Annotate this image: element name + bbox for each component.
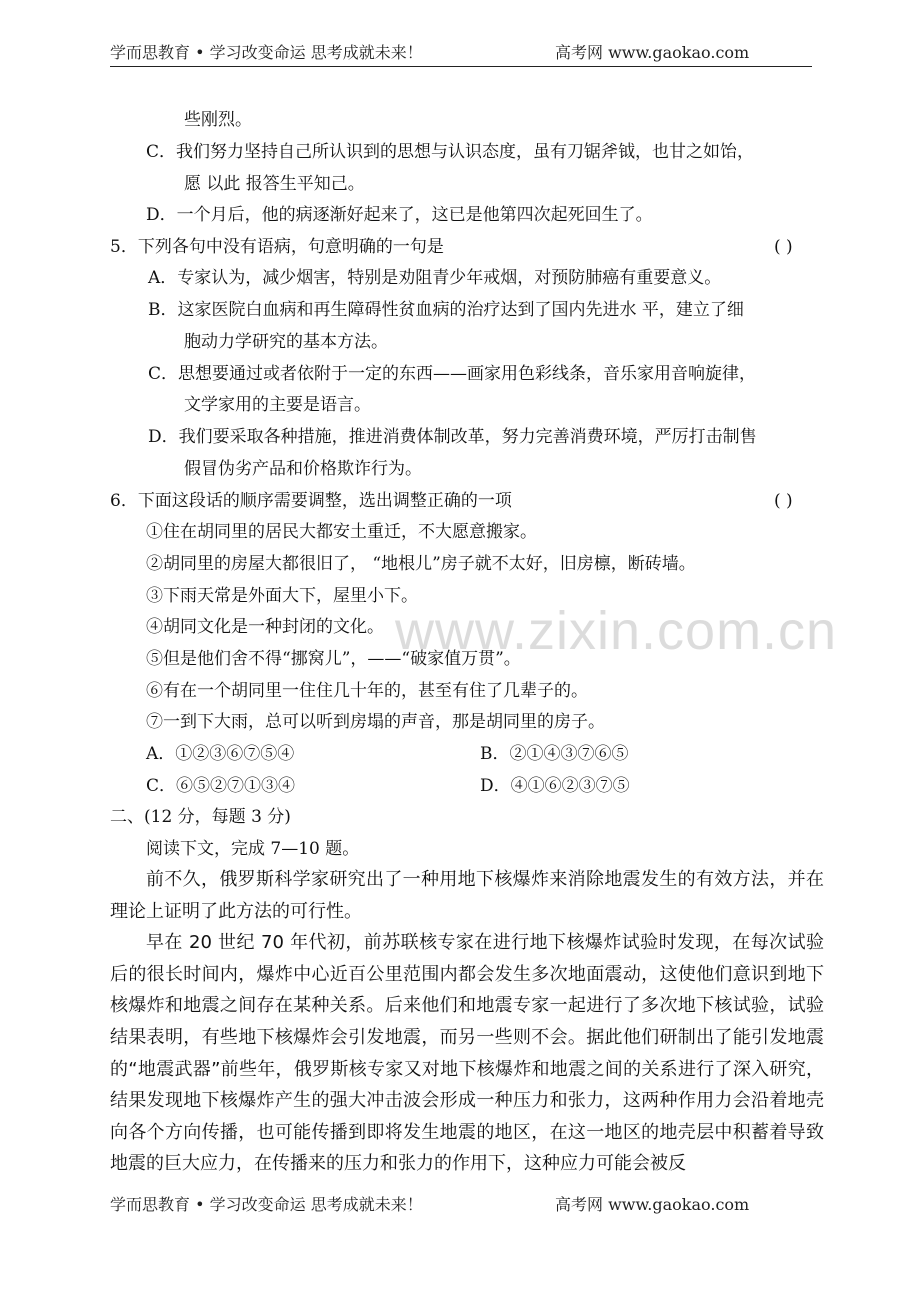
q5-option-b: B．这家医院白血病和再生障碍性贫血病的治疗达到了国内先进水 平，建立了细 bbox=[148, 300, 744, 320]
q5-option-c: C．思想要通过或者依附于一定的东西——画家用色彩线条，音乐家用音响旋律， bbox=[148, 364, 757, 384]
q6-option-c: C．⑥⑤②⑦①③④ bbox=[146, 776, 296, 796]
q6-sentence-7: ⑦一到下大雨，总可以听到房塌的声音，那是胡同里的房子。 bbox=[146, 712, 605, 732]
q6-option-a: A．①②③⑥⑦⑤④ bbox=[146, 744, 295, 764]
q5-option-c-cont: 文学家用的主要是语言。 bbox=[184, 395, 371, 415]
q5-option-b-cont: 胞动力学研究的基本方法。 bbox=[184, 332, 388, 352]
q6-sentence-2: ②胡同里的房屋大都很旧了， “地根儿”房子就不太好，旧房檩，断砖墙。 bbox=[146, 554, 696, 574]
q6-option-b: B．②①④③⑦⑥⑤ bbox=[480, 744, 629, 764]
section-2-instruction: 阅读下文，完成 7—10 题。 bbox=[146, 839, 360, 859]
q6-answer-bracket: ( ) bbox=[774, 491, 793, 511]
q4-option-d: D．一个月后，他的病逐渐好起来了，这已是他第四次起死回生了。 bbox=[146, 205, 653, 225]
header-site: 高考网 www.gaokao.com bbox=[555, 43, 750, 62]
page-header bbox=[110, 40, 812, 67]
footer-site: 高考网 www.gaokao.com bbox=[555, 1195, 750, 1214]
passage-paragraph-1: 前不久，俄罗斯科学家研究出了一种用地下核爆炸来消除地震发生的有效方法，并在理论上证明了此方法的可行性。 bbox=[110, 869, 824, 922]
header-slogan: 学而思教育 • 学习改变命运 思考成就未来！ bbox=[110, 43, 423, 62]
q5-option-a: A．专家认为，减少烟害，特别是劝阻青少年戒烟，对预防肺癌有重要意义。 bbox=[148, 268, 722, 288]
q5-option-d: D．我们要采取各种措施，推进消费体制改革，努力完善消费环境，严厉打击制售 bbox=[148, 427, 757, 447]
q6-stem: 6．下面这段话的顺序需要调整，选出调整正确的一项 bbox=[110, 491, 512, 511]
q4-option-b-tail: 些刚烈。 bbox=[184, 110, 252, 130]
q5-answer-bracket: ( ) bbox=[774, 237, 793, 257]
q4-option-c-cont: 愿 以此 报答生平知己。 bbox=[184, 174, 365, 194]
page-footer bbox=[110, 1192, 812, 1215]
reading-passage bbox=[110, 864, 824, 1180]
section-2-title: 二、(12 分，每题 3 分) bbox=[110, 807, 291, 827]
footer-slogan: 学而思教育 • 学习改变命运 思考成就未来！ bbox=[110, 1195, 423, 1214]
q5-option-d-cont: 假冒伪劣产品和价格欺诈行为。 bbox=[184, 459, 422, 479]
q6-option-d: D．④①⑥②③⑦⑤ bbox=[480, 776, 630, 796]
watermark: www.zixin.com.cn bbox=[395, 601, 838, 661]
q5-stem: 5．下列各句中没有语病，句意明确的一句是 bbox=[110, 237, 444, 257]
q6-sentence-5: ⑤但是他们舍不得“挪窝儿”，——“破家值万贯”。 bbox=[146, 649, 521, 669]
q6-sentence-4: ④胡同文化是一种封闭的文化。 bbox=[146, 617, 384, 637]
passage-paragraph-2: 早在 20 世纪 70 年代初，前苏联核专家在进行地下核爆炸试验时发现，在每次试验后的很长时间内，爆炸中心近百公里范围内都会发生多次地面震动，这使他们意识到地下核爆炸和地震之间存在某种关系。后来他们和地震专家一起进行了多次地下核试验，试验结果表明，有些地下核爆炸会引发地震，而另一些则不会。据此他们研制出了能引发地震的“地震武器”前些年，俄罗斯核专家又对地下核爆炸和地震之间的关系进行了深入研究，结果发现地下核爆炸产生的强大冲击波会形成一种压力和张力，这两种作用力会沿着地壳向各个方向传播，也可能传播到即将发生地震的地区，在这一地区的地壳层中积蓄着导致地震的巨大应力，在传播来的压力和张力的作用下，这种应力可能会被反 bbox=[110, 932, 824, 1175]
q6-sentence-3: ③下雨天常是外面大下，屋里小下。 bbox=[146, 586, 418, 606]
q6-sentence-1: ①住在胡同里的居民大都安土重迁，不大愿意搬家。 bbox=[146, 522, 537, 542]
q6-sentence-6: ⑥有在一个胡同里一住住几十年的，甚至有住了几辈子的。 bbox=[146, 681, 588, 701]
q4-option-c: C．我们努力坚持自己所认识到的思想与认识态度，虽有刀锯斧钺，也甘之如饴， bbox=[146, 142, 755, 162]
